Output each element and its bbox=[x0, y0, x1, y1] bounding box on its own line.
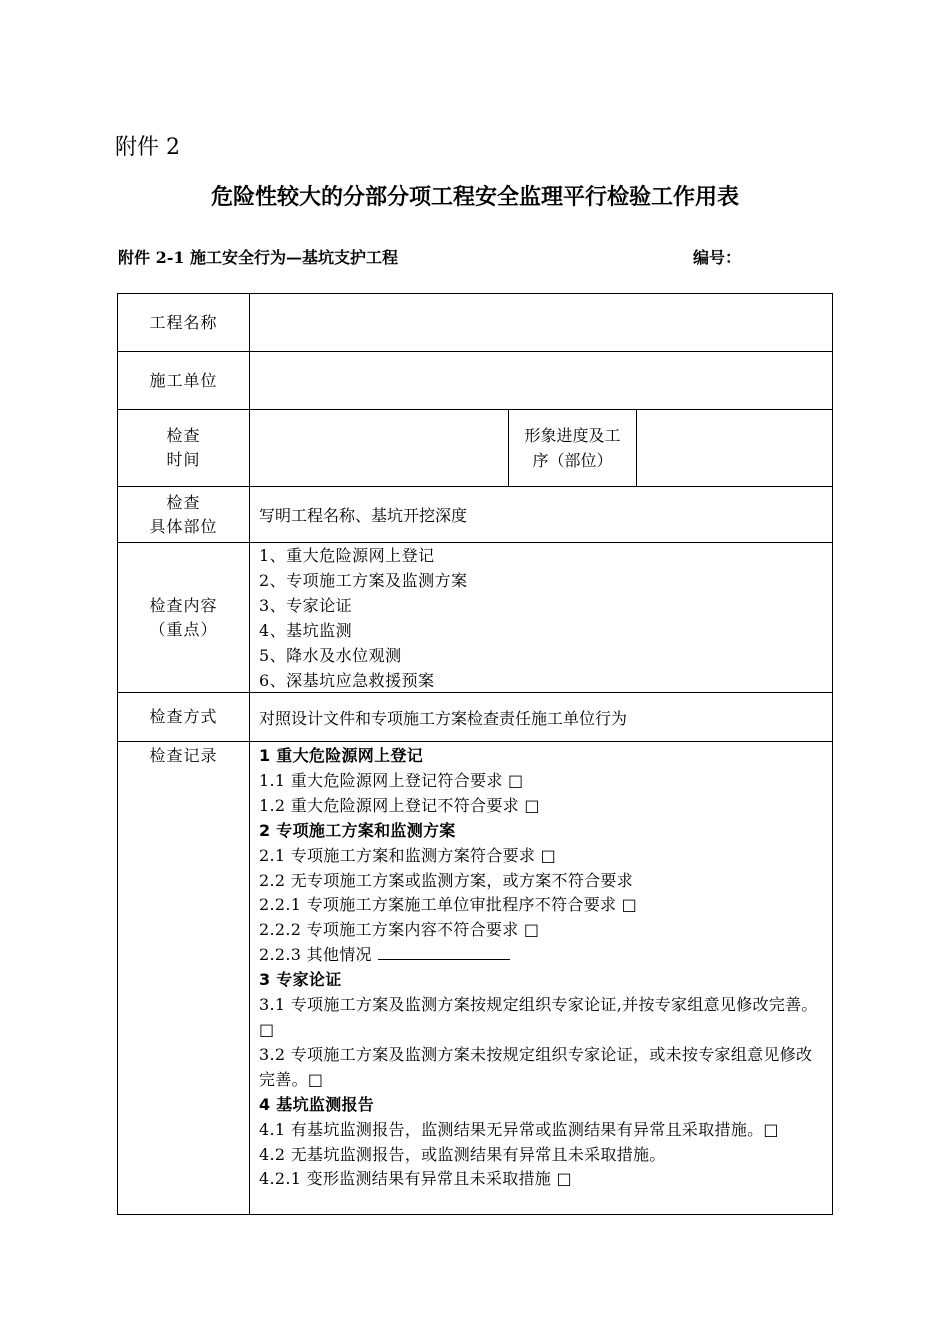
form-subheader: 附件 2-1 施工安全行为—基坑支护工程 bbox=[118, 248, 399, 267]
record-checkbox-item[interactable]: 2.2.2 专项施工方案内容不符合要求 □ bbox=[259, 920, 540, 940]
inspection-record-label: 检查记录 bbox=[118, 742, 250, 1214]
inspection-time-label-line1: 检查 bbox=[166, 426, 201, 445]
inspection-method-label: 检查方式 bbox=[118, 693, 250, 741]
record-section-heading: 4 基坑监测报告 bbox=[259, 1094, 375, 1114]
form-number-label: 编号： bbox=[693, 248, 742, 267]
row-inspection-content bbox=[118, 543, 832, 693]
record-section-heading: 1 重大危险源网上登记 bbox=[259, 746, 424, 765]
inspection-method-value: 对照设计文件和专项施工方案检查责任施工单位行为 bbox=[259, 708, 628, 728]
record-checkbox-item[interactable]: 1.1 重大危险源网上登记符合要求 □ bbox=[259, 770, 524, 790]
project-name-label: 工程名称 bbox=[118, 294, 250, 351]
record-checkbox-item[interactable]: 2.2.1 专项施工方案施工单位审批程序不符合要求 □ bbox=[259, 895, 638, 915]
other-fill-in-line[interactable] bbox=[378, 945, 510, 960]
record-other-label: 2.2.3 其他情况 bbox=[259, 945, 372, 965]
attachment-label: 附件 2 bbox=[115, 135, 180, 160]
inspection-time-field[interactable] bbox=[250, 410, 508, 486]
document-title: 危险性较大的分部分项工程安全监理平行检验工作用表 bbox=[210, 185, 739, 210]
record-checkbox-item[interactable]: 3.1 专项施工方案及监测方案按规定组织专家论证,并按专家组意见修改完善。□ bbox=[259, 995, 818, 1039]
row-project-name bbox=[118, 294, 832, 352]
content-item: 1、重大危险源网上登记 bbox=[259, 545, 435, 565]
content-item: 2、专项施工方案及监测方案 bbox=[259, 570, 468, 590]
inspection-time-label-line2: 时间 bbox=[166, 450, 201, 469]
row-inspection-record bbox=[118, 742, 832, 1214]
inspection-time-label bbox=[118, 410, 250, 486]
record-checkbox-item[interactable]: 1.2 重大危险源网上登记不符合要求 □ bbox=[259, 795, 540, 815]
progress-stage-field[interactable] bbox=[637, 410, 832, 486]
record-item: 4.2 无基坑监测报告，或监测结果有异常且未采取措施。 bbox=[259, 1144, 666, 1164]
row-inspection-time bbox=[118, 410, 832, 487]
content-item: 5、降水及水位观测 bbox=[259, 645, 402, 665]
record-checkbox-item[interactable]: 2.1 专项施工方案和监测方案符合要求 □ bbox=[259, 845, 557, 865]
inspection-form-table bbox=[117, 293, 833, 1215]
construction-unit-label: 施工单位 bbox=[118, 352, 250, 409]
inspection-record-content bbox=[250, 742, 832, 1192]
inspection-location-label bbox=[118, 487, 250, 542]
record-section-heading: 3 专家论证 bbox=[259, 970, 342, 990]
content-item: 6、深基坑应急救援预案 bbox=[259, 670, 435, 690]
inspection-content-label-line1: 检查内容 bbox=[149, 595, 218, 615]
record-other-item bbox=[259, 943, 826, 968]
row-construction-unit bbox=[118, 352, 832, 410]
content-item: 4、基坑监测 bbox=[259, 620, 353, 640]
project-name-field[interactable] bbox=[250, 294, 832, 351]
inspection-content-label-line2: （重点） bbox=[149, 619, 218, 639]
inspection-location-label-line1: 检查 bbox=[166, 492, 201, 512]
row-inspection-method bbox=[118, 693, 832, 742]
progress-stage-label: 形象进度及工序（部位） bbox=[508, 410, 637, 486]
content-item: 3、专家论证 bbox=[259, 595, 353, 615]
construction-unit-field[interactable] bbox=[250, 352, 832, 409]
row-inspection-location bbox=[118, 487, 832, 543]
inspection-content-list bbox=[250, 543, 832, 692]
record-checkbox-item[interactable]: 4.2.1 变形监测结果有异常且未采取措施 □ bbox=[259, 1169, 572, 1189]
record-section-heading: 2 专项施工方案和监测方案 bbox=[259, 820, 456, 840]
inspection-location-label-line2: 具体部位 bbox=[149, 516, 218, 536]
record-checkbox-item[interactable]: 4.1 有基坑监测报告，监测结果无异常或监测结果有异常且采取措施。□ bbox=[259, 1119, 779, 1139]
record-item: 2.2 无专项施工方案或监测方案，或方案不符合要求 bbox=[259, 870, 634, 890]
inspection-content-label bbox=[118, 543, 250, 692]
inspection-location-field[interactable]: 写明工程名称、基坑开挖深度 bbox=[259, 506, 468, 525]
record-checkbox-item[interactable]: 3.2 专项施工方案及监测方案未按规定组织专家论证，或未按专家组意见修改完善。□ bbox=[259, 1044, 813, 1089]
